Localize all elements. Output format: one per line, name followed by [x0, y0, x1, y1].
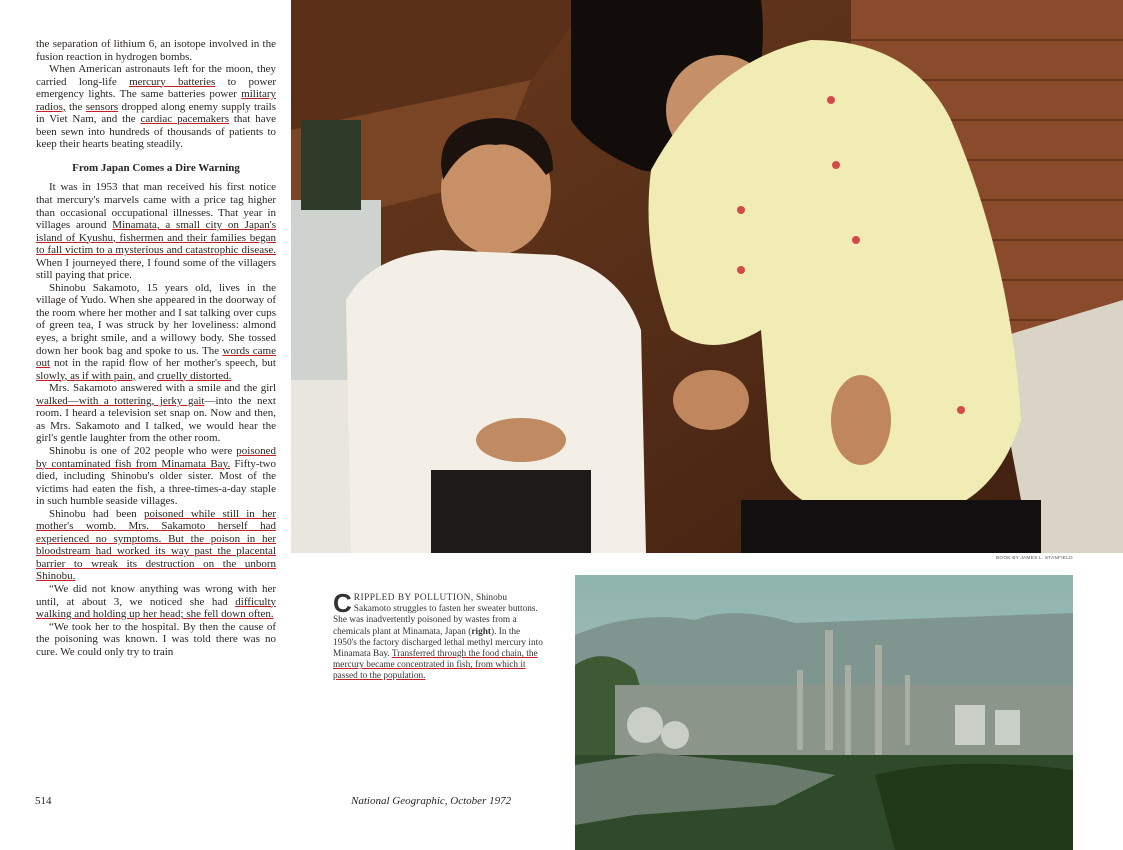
underline-mark: Minamata, a small city on Japan's island of Kyushu, fishermen and their families began to fall victim to a mysterious and catastrophic disease.	[36, 219, 276, 257]
underline-mark: slowly, as if with pain,	[36, 369, 136, 382]
paragraph	[36, 382, 276, 445]
paragraph	[36, 181, 276, 281]
underline-mark: poisoned while still in her mother's womb. Mrs. Sakamoto herself had experienced no symptoms. But the poison in her bloodstream had worked its way past the placental barrier to wreak its destruction on the unborn Shinobu.	[36, 507, 277, 583]
magazine-folio: National Geographic, October 1972	[351, 795, 512, 807]
text: Shinobu had been	[49, 507, 144, 520]
text: When American astronauts left for the moon, they carried long-life	[36, 63, 276, 88]
underline-mark: difficulty walking and holding up her head; she fell down often.	[36, 595, 276, 621]
text: When I journeyed there, I found some of the villagers still paying that price.	[36, 256, 276, 282]
portrait-photo	[291, 0, 1123, 553]
paragraph	[36, 583, 276, 621]
caption-lead: RIPPLED BY POLLUTION,	[353, 593, 474, 603]
paragraph	[36, 63, 276, 151]
text: the	[65, 100, 86, 113]
article-column	[36, 38, 276, 658]
text: Fifty-two died, including Shinobu's older sister. Most of the victims had eaten the fish, a three-times-a-day staple in such humble seaside villages.	[36, 457, 276, 508]
text: the separation of lithium 6, an isotope involved in the fusion reaction in hydrogen bombs.	[36, 38, 276, 63]
text: that have been sewn into hundreds of thousands of patients to keep their hearts beating steadily.	[36, 113, 276, 151]
text: Mrs. Sakamoto answered with a smile and the girl	[49, 382, 276, 395]
text: to power emergency lights. The same batteries power	[36, 75, 276, 101]
text: Shinobu Sakamoto, 15 years old, lives in the village of Yudo. When she appeared in the doorway of the room where her mother and I sat talking over cups of green tea, I was struck by her loveliness: almond eyes, a bright smile, and a willowy body. She tossed down her book bag and spoke to us. The	[36, 281, 276, 357]
underline-mark: mercury batteries	[129, 75, 216, 88]
text: —into the next room. I heard a television set snap on. Now and then, as Mrs. Sakamoto and I talked, we would hear the girl's gentle laughter from the other room.	[36, 394, 276, 445]
text: dropped along enemy supply trails in Viet Nam, and the	[36, 100, 276, 126]
underline-mark: words came out	[36, 344, 276, 370]
underline-mark: cruelly distorted.	[156, 369, 232, 382]
text: Shinobu is one of 202 people who were	[49, 444, 237, 457]
factory-photo-image	[575, 575, 1073, 850]
paragraph	[36, 38, 276, 63]
underline-mark: sensors	[85, 100, 119, 113]
underline-mark: walked—with a tottering, jerky gait	[36, 394, 205, 407]
page-number: 514	[35, 795, 52, 807]
paragraph	[36, 621, 276, 659]
caption-text: Shinobu Sakamoto struggles to fasten her sweater buttons. She was inadvertently poisoned by wastes from a chemicals plant at Minamata, Japan (	[333, 593, 538, 637]
section-heading: From Japan Comes a Dire Warning	[72, 161, 240, 174]
underline-mark: military radios,	[36, 88, 276, 113]
text: not in the rapid flow of her mother's speech, but	[50, 357, 276, 370]
portrait-photo-image	[291, 0, 1123, 553]
photo-caption	[333, 588, 543, 683]
paragraph	[36, 508, 276, 583]
paragraph	[36, 282, 276, 382]
drop-cap: C	[333, 588, 352, 618]
caption-emphasis: right	[471, 626, 491, 637]
underline-mark: poisoned by contaminated fish from Minamata Bay.	[36, 444, 276, 470]
paragraph	[36, 445, 276, 508]
text: “We took her to the hospital. By then the cause of the poisoning was known. I was told there was no cure. We could only try to train	[36, 620, 276, 658]
text: and	[135, 369, 157, 382]
factory-photo	[575, 575, 1073, 850]
photo-credit: BOOK BY JAMES L. STANFIELD	[996, 556, 1073, 561]
text: It was in 1953 that man received his first notice that mercury's marvels came with a price tag higher than occasional occupational illnesses. That year in villages around	[36, 181, 276, 232]
underline-mark: cardiac pacemakers	[140, 113, 229, 126]
text: “We did not know anything was wrong with her until, at about 3, we noticed she had	[36, 582, 276, 608]
underline-mark: Transferred through the food chain, the mercury became concentrated in fish, from which it passed to the population.	[333, 649, 538, 682]
caption-text: ). In the 1950's the factory discharged lethal methyl mercury into Minamata Bay.	[333, 626, 543, 660]
